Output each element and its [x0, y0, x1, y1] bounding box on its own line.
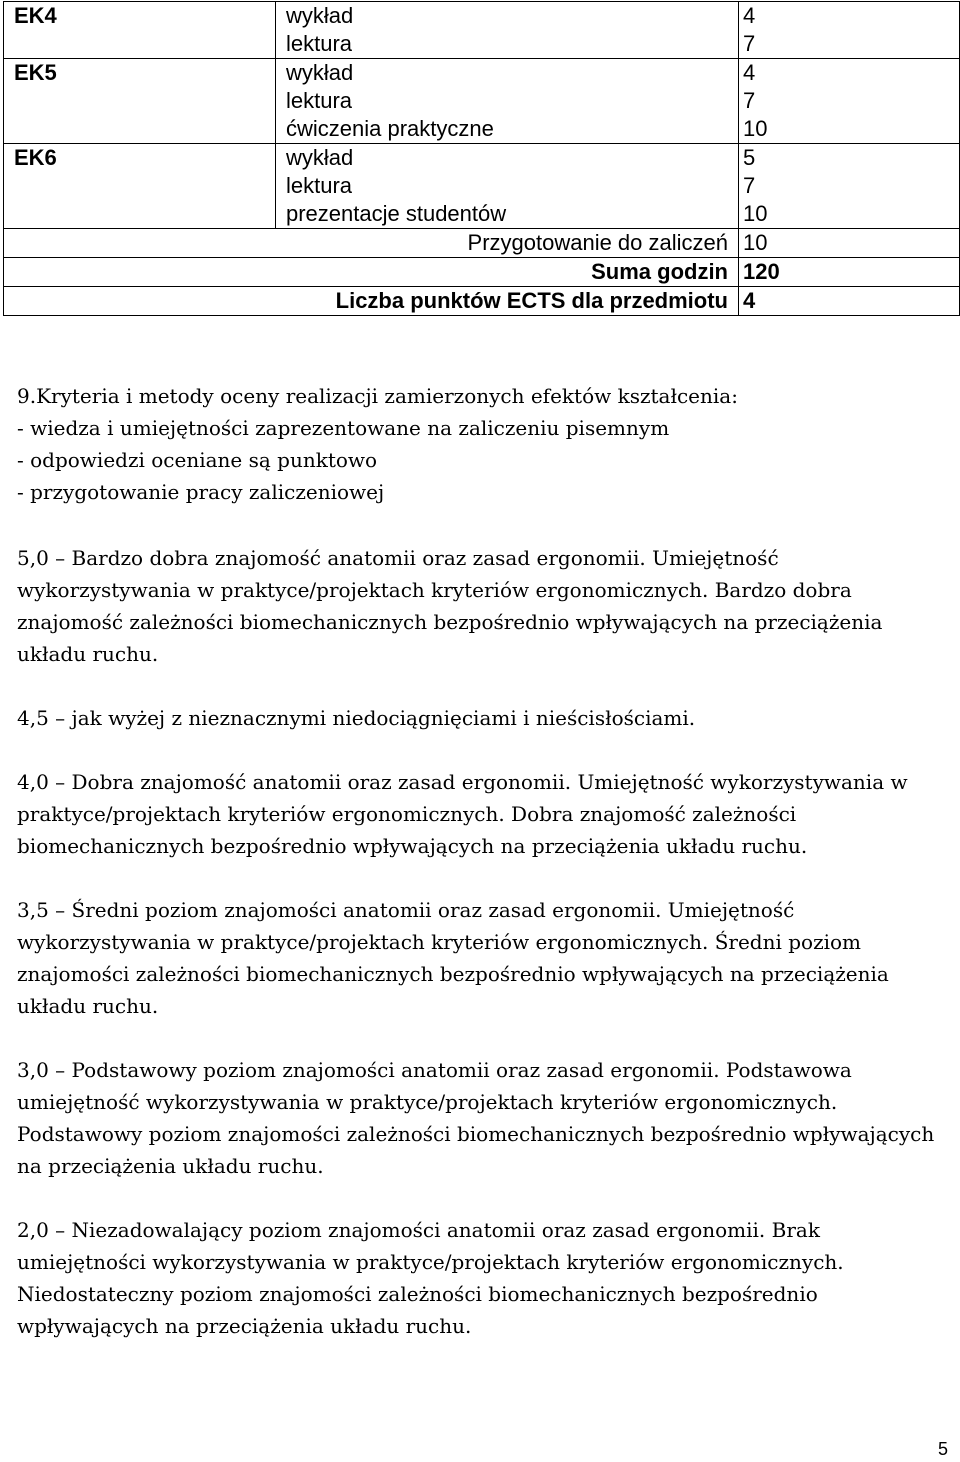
grade-criterion-3-0: [17, 1054, 947, 1182]
hours-value: 5: [743, 145, 756, 170]
activity-form: lektura: [286, 173, 353, 198]
activity-form: prezentacje studentów: [286, 201, 507, 226]
method-item: - odpowiedzi oceniane są punktowo: [17, 448, 378, 472]
criteria-heading: 9.Kryteria i metody oceny realizacji zamierzonych efektów kształcenia:: [17, 384, 738, 408]
hours-cell: [739, 144, 960, 229]
summary-row-ects: [4, 287, 960, 316]
activity-form: lektura: [286, 31, 353, 56]
summary-label: Przygotowanie do zaliczeń: [467, 230, 728, 255]
hours-value: 7: [743, 88, 756, 113]
grade-text: 3,0 – Podstawowy poziom znajomości anatomii oraz zasad ergonomii. Podstawowa umiejętność wykorzystywania w praktyce/projektach kryteriów ergonomicznych. Podstawowy poziom znajomości zależności biomechanicznych bezpośrednio wpływających na przeciążenia układu ruchu.: [17, 1058, 935, 1178]
hours-value: 10: [743, 116, 768, 141]
table-row-ek4: [4, 2, 960, 59]
activity-form: wykład: [286, 145, 354, 170]
summary-label-cell: [4, 229, 739, 258]
hours-value: 10: [743, 201, 768, 226]
page-number: 5: [937, 1439, 948, 1459]
ek-code: EK4: [14, 3, 57, 28]
grade-text: 5,0 – Bardzo dobra znajomość anatomii oraz zasad ergonomii. Umiejętność wykorzystywania w praktyce/projektach kryteriów ergonomicznych. Bardzo dobra znajomość zależności biomechanicznych bezpośrednio wpływających na przeciążenia układu ruchu.: [17, 546, 883, 666]
table-row-ek6: [4, 144, 960, 229]
hours-value: 4: [743, 3, 756, 28]
grade-criterion-4-5: [17, 702, 947, 734]
grade-text: 3,5 – Średni poziom znajomości anatomii oraz zasad ergonomii. Umiejętność wykorzystywania w praktyce/projektach kryteriów ergonomicznych. Średni poziom znajomości zależności biomechanicznych bezpośrednio wpływających na przeciążenia układu ruchu.: [17, 898, 889, 1018]
activity-form: ćwiczenia praktyczne: [286, 116, 494, 141]
summary-label-cell: [4, 287, 739, 316]
activity-forms-cell: [276, 144, 739, 229]
summary-value-cell: [739, 229, 960, 258]
table-row-ek5: [4, 59, 960, 144]
activity-form: wykład: [286, 3, 354, 28]
hours-table: [3, 1, 960, 316]
hours-value: 4: [743, 60, 756, 85]
summary-row-total-hours: [4, 258, 960, 287]
summary-label-cell: [4, 258, 739, 287]
activity-form: wykład: [286, 60, 354, 85]
summary-value-cell: [739, 258, 960, 287]
grade-criterion-5-0: [17, 542, 947, 670]
ek-code: EK5: [14, 60, 57, 85]
summary-value: 120: [743, 259, 780, 284]
summary-value-cell: [739, 287, 960, 316]
hours-cell: [739, 2, 960, 59]
hours-value: 7: [743, 31, 756, 56]
ek-code-cell: [4, 59, 276, 144]
grade-text: 2,0 – Niezadowalający poziom znajomości anatomii oraz zasad ergonomii. Brak umiejętności wykorzystywania w praktyce/projektach kryteriów ergonomicznych. Niedostateczny poziom znajomości zależności biomechanicznych bezpośrednio wpływających na przeciążenia układu ruchu.: [17, 1218, 844, 1338]
summary-value: 10: [743, 230, 768, 255]
summary-label: Suma godzin: [591, 259, 728, 284]
activity-form: lektura: [286, 88, 353, 113]
method-item: - przygotowanie pracy zaliczeniowej: [17, 480, 385, 504]
ek-code-cell: [4, 144, 276, 229]
activity-forms-cell: [276, 59, 739, 144]
grade-criterion-3-5: [17, 894, 947, 1022]
grade-text: 4,5 – jak wyżej z nieznacznymi niedociągnięciami i nieścisłościami.: [17, 706, 696, 730]
ek-code: EK6: [14, 145, 57, 170]
grade-text: 4,0 – Dobra znajomość anatomii oraz zasad ergonomii. Umiejętność wykorzystywania w praktyce/projektach kryteriów ergonomicznych. Dobra znajomość zależności biomechanicznych bezpośrednio wpływających na przeciążenia układu ruchu.: [17, 770, 908, 858]
activity-forms-cell: [276, 2, 739, 59]
hours-cell: [739, 59, 960, 144]
hours-value: 7: [743, 173, 756, 198]
summary-label: Liczba punktów ECTS dla przedmiotu: [335, 288, 728, 313]
summary-value: 4: [743, 288, 756, 313]
grade-criterion-4-0: [17, 766, 947, 862]
assessment-criteria-section: [17, 380, 947, 1342]
ek-code-cell: [4, 2, 276, 59]
method-item: - wiedza i umiejętności zaprezentowane na zaliczeniu pisemnym: [17, 416, 670, 440]
grade-criterion-2-0: [17, 1214, 947, 1342]
summary-row-preparation: [4, 229, 960, 258]
